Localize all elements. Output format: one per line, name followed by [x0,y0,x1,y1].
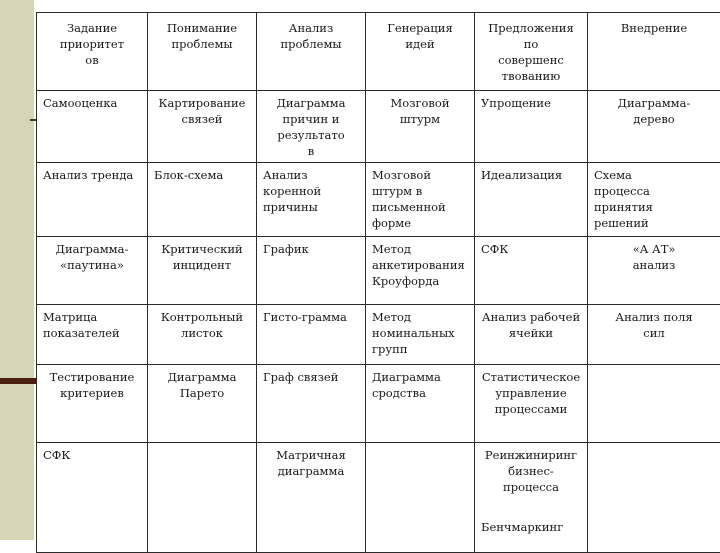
table-cell: Критический инцидент [148,237,257,305]
table-cell: Мозговой штурм [366,91,475,163]
table-row [37,443,720,553]
table-cell: Реинжиниринг бизнес- процесса Бенчмаркинг [475,443,588,553]
table-cell: СФК [475,237,588,305]
table-cell: Идеализация [475,163,588,237]
table-cell: Матричная диаграмма [257,443,366,553]
table-cell: «А АТ» анализ [588,237,720,305]
table-row [37,305,720,365]
table-row [37,163,720,237]
header-cell: Понимание проблемы [148,13,257,91]
table-cell: Диаграмма причин и результато в [257,91,366,163]
table-cell: Анализ тренда [37,163,148,237]
table-cell: Матрица показателей [37,305,148,365]
table-cell: СФК [37,443,148,553]
table-row [37,91,720,163]
table-cell: Контрольный листок [148,305,257,365]
header-cell: Предложения по совершенс твованию [475,13,588,91]
table-cell: Тестирование критериев [37,365,148,443]
header-cell: Генерация идей [366,13,475,91]
table-cell: Метод анкетирования Кроуфорда [366,237,475,305]
header-cell: Задание приоритет ов [37,13,148,91]
table-header-row [37,13,720,91]
table-cell: Мозговой штурм в письменной форме [366,163,475,237]
table-cell: Диаграмма- дерево [588,91,720,163]
table-cell: Диаграмма сродства [366,365,475,443]
table-cell: Блок-схема [148,163,257,237]
header-cell: Анализ проблемы [257,13,366,91]
header-cell: Внедрение [588,13,720,91]
table-cell: Картирование связей [148,91,257,163]
table-cell: Метод номинальных групп [366,305,475,365]
table-cell: Анализ рабочей ячейки [475,305,588,365]
table-cell: Диаграмма- «паутина» [37,237,148,305]
table-cell: Упрощение [475,91,588,163]
table-cell: Диаграмма Парето [148,365,257,443]
table-cell: Самооценка [37,91,148,163]
table-row [37,237,720,305]
methods-table [36,12,720,553]
table-cell: Статистическое управление процессами [475,365,588,443]
table-cell: Гисто-грамма [257,305,366,365]
table-cell [588,443,720,553]
table-cell [366,443,475,553]
table-row [37,365,720,443]
table-cell: Анализ поля сил [588,305,720,365]
slide-sidebar-band [0,0,34,540]
table-cell: График [257,237,366,305]
table-cell: Схема процесса принятия решений [588,163,720,237]
benchmarking-text: Бенчмаркинг [481,519,581,535]
table-cell: Граф связей [257,365,366,443]
table-cell [148,443,257,553]
table-cell [588,365,720,443]
table-cell: Анализ коренной причины [257,163,366,237]
